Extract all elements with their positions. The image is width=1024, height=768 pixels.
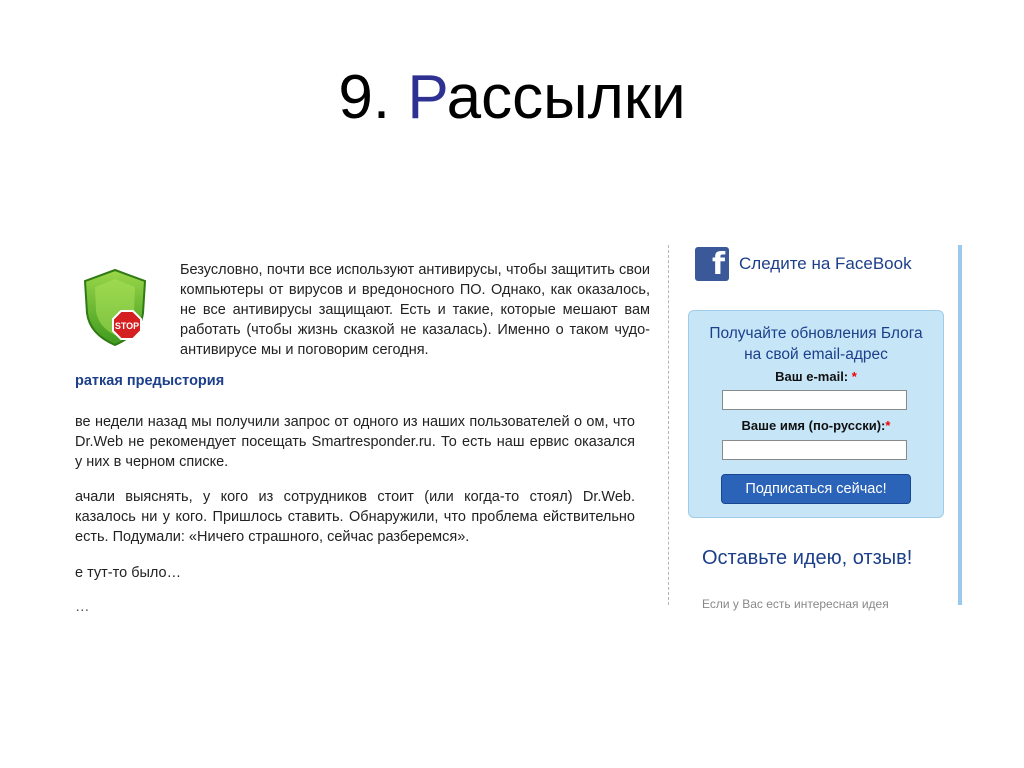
shield-stop-icon — [79, 267, 151, 349]
slide-title-accent: Р — [407, 63, 447, 132]
article-paragraph: ве недели назад мы получили запрос от одного из наших пользователей о ом, что Dr.Web не рекомендует посещать Smartresponder.ru. То есть наш ервис оказался у них в черном списке. — [75, 414, 635, 470]
stop-label: STOP — [114, 321, 140, 331]
email-field[interactable] — [722, 390, 907, 410]
sidebar — [680, 245, 962, 611]
slide-title — [0, 62, 1024, 133]
email-label — [689, 369, 943, 384]
subscribe-button[interactable]: Подписаться сейчас! — [721, 474, 911, 504]
feedback-heading[interactable]: Оставьте идею, отзыв! — [702, 547, 913, 569]
subscribe-form — [688, 310, 944, 518]
website-screenshot — [60, 245, 972, 615]
subscribe-title — [689, 323, 943, 365]
page-edge-bar — [958, 245, 962, 605]
article-column — [75, 245, 650, 615]
name-field[interactable] — [722, 440, 907, 460]
subscribe-title-line1: Получайте обновления Блога — [709, 325, 923, 342]
slide-title-rest: ассылки — [446, 63, 686, 132]
article-paragraph: е тут-то было… — [75, 565, 182, 581]
facebook-label: Следите на FaceBook — [739, 254, 912, 273]
subscribe-title-line2: на свой email-адрес — [744, 346, 888, 363]
column-divider — [668, 245, 669, 605]
section-heading[interactable]: раткая предыстория — [75, 373, 225, 389]
name-label — [689, 418, 943, 433]
slide-title-number: 9. — [338, 63, 408, 132]
article-paragraph-cut: … — [75, 599, 90, 615]
facebook-link[interactable] — [695, 247, 912, 281]
article-intro: Безусловно, почти все используют антивирусы, чтобы защитить свои компьютеры от вирусов и вредоносного ПО. Однако, как оказалось, не все антивирусы защищают. Есть и такие, которые мешают вам работать (чтобы жизнь сказкой не казалась). Именно о таком чудо-антивирусе мы и поговорим сегодня. — [180, 262, 650, 358]
email-label-text: Ваш e-mail: — [775, 369, 852, 384]
facebook-icon: f — [695, 247, 729, 281]
required-mark: * — [851, 369, 857, 384]
required-mark: * — [885, 418, 891, 433]
article-paragraph: ачали выяснять, у кого из сотрудников стоит (или когда-то стоял) Dr.Web. казалось ни у кого. Пришлось ставить. Обнаружили, что проблема ействительно есть. Подумали: «Ничего страшного, сейчас разберемся». — [75, 489, 635, 545]
feedback-text-cut: Если у Вас есть интересная идея — [702, 597, 889, 611]
name-label-text: Ваше имя (по-русски): — [741, 418, 886, 433]
